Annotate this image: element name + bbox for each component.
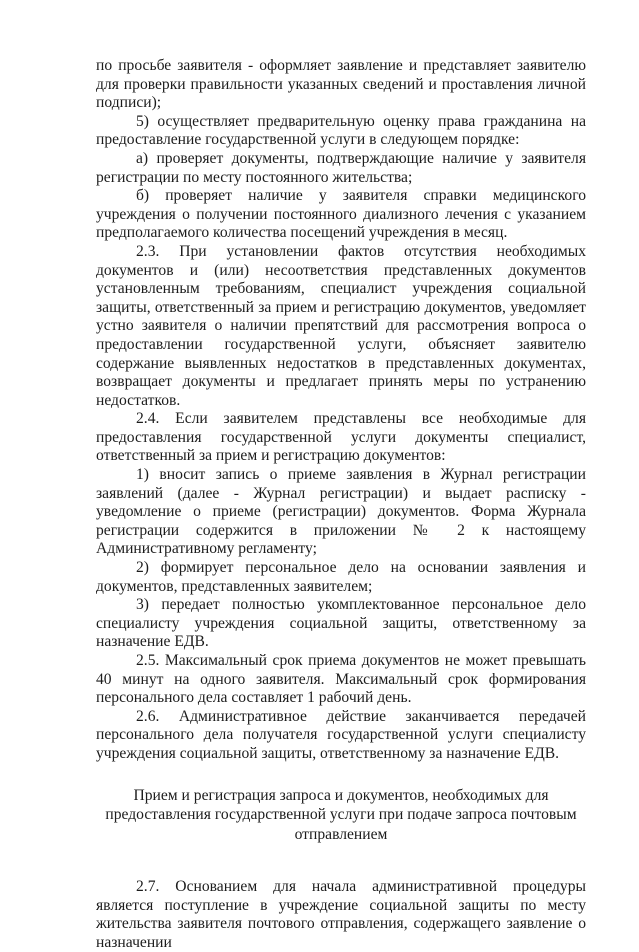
- paragraph-2-3: 2.3. При установлении фактов отсутствия необходимых документов и (или) несоответствия представленных документов установленным требованиям, специалист учреждения социальной защиты, ответственный за прием и регистрацию документов, уведомляет устно заявителя о наличии препятствий для рассмотрения вопроса о предоставлении государственной услуги, объясняет заявителю содержание выявленных недостатков в представленных документах, возвращает документы и предлагает принять меры по устранению недостатков.: [96, 242, 586, 409]
- paragraph-subitem-a: а) проверяет документы, подтверждающие наличие у заявителя регистрации по месту постоянного жительства;: [96, 149, 586, 186]
- paragraph-2-6: 2.6. Административное действие заканчивается передачей персонального дела получателя государственной услуги специалисту учреждения социальной защиты, ответственному за назначение ЕДВ.: [96, 707, 586, 762]
- paragraph-item-2: 2) формирует персональное дело на основании заявления и документов, представленных заявителем;: [96, 559, 586, 595]
- paragraph-subitem-b: б) проверяет наличие у заявителя справки медицинского учреждения о получении постоянного диализного лечения с указанием предполагаемого количества посещений учреждения в месяц.: [96, 187, 586, 242]
- paragraph-2-4: 2.4. Если заявителем представлены все необходимые для предоставления государственной услуги документы специалист, ответственный за прием и регистрацию документов:: [96, 410, 586, 465]
- paragraph-item-1: 1) вносит запись о приеме заявления в Журнал регистрации заявлений (далее - Журнал регистрации) и выдает расписку - уведомление о приеме (регистрации) документов. Форма Журнала регистрации содержится в приложении № 2 к настоящему Административному регламенту;: [96, 466, 586, 558]
- document-body: [96, 57, 586, 952]
- paragraph-item-5: 5) осуществляет предварительную оценку права гражданина на предоставление государственной услуги в следующем порядке:: [96, 112, 586, 149]
- paragraph-item-3: 3) передает полностью укомплектованное персональное дело специалисту учреждения социальной защиты, ответственному за назначение ЕДВ.: [96, 596, 586, 651]
- paragraph-2-7: 2.7. Основанием для начала административной процедуры является поступление в учреждение социальной защиты по месту жительства заявителя почтового отправления, содержащего заявление о назначении: [96, 878, 586, 951]
- paragraph-2-5: 2.5. Максимальный срок приема документов не может превышать 40 минут на одного заявителя. Максимальный срок формирования персонального дела составляет 1 рабочий день.: [96, 652, 586, 707]
- section-heading: Прием и регистрация запроса и документов, необходимых для предоставления государственной услуги при подаче запроса почтовым отправлением: [105, 786, 577, 843]
- paragraph-continuation: по просьбе заявителя - оформляет заявление и представляет заявителю для проверки правильности указанных сведений и проставления личной подписи);: [96, 57, 586, 112]
